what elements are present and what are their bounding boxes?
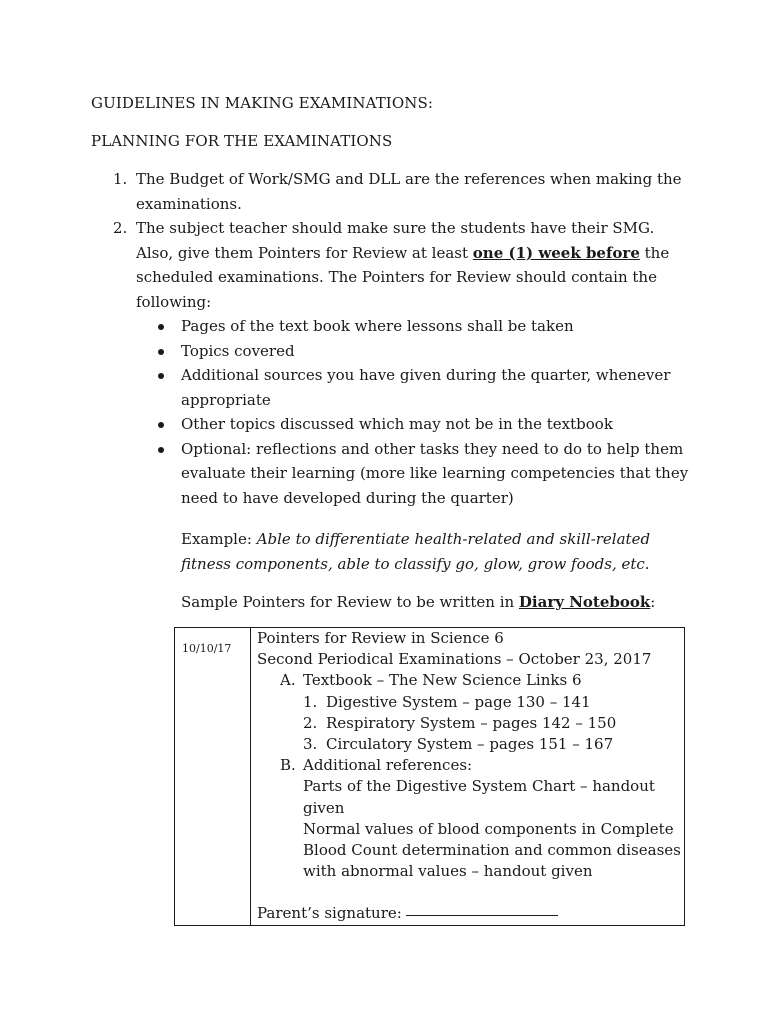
bullet-item	[158, 314, 693, 339]
section-a-heading	[280, 670, 684, 691]
sample-intro	[181, 590, 661, 614]
bullet-icon	[158, 349, 164, 355]
item-number: 2.	[113, 219, 128, 237]
text-line: Parts of the Digestive System Chart – handout	[303, 777, 655, 796]
bullet-icon	[158, 447, 164, 453]
signature-line	[406, 915, 558, 916]
bullet-text: Pages of the text book where lessons shall be taken	[181, 317, 574, 335]
bullet-icon	[158, 422, 164, 428]
bullet-icon	[158, 324, 164, 330]
bullet-item	[158, 339, 693, 364]
item-text-before: The subject teacher should make sure the students have their SMG. Also, give them Pointers for Review at least	[136, 219, 655, 262]
list-item	[113, 216, 693, 510]
item-mark: 1.	[303, 692, 318, 711]
pointers-title: Pointers for Review in Science 6	[257, 629, 504, 647]
item-text-after: the scheduled examinations. The Pointers for Review should contain the following:	[136, 243, 670, 311]
content-cell	[251, 628, 685, 926]
document-title: GUIDELINES IN MAKING EXAMINATIONS:	[91, 94, 433, 112]
example-end: .	[644, 554, 650, 573]
pointers-table	[174, 627, 685, 926]
signature-label: Parent’s signature:	[257, 904, 402, 923]
item-text: Respiratory System – pages 142 – 150	[326, 713, 617, 732]
section-b-label: Additional references:	[303, 756, 473, 775]
bullet-item	[158, 412, 693, 437]
guidelines-list	[113, 167, 693, 510]
text-line: given	[303, 798, 345, 817]
emphasis-text: one (1) week before	[472, 243, 640, 262]
item-text: Digestive System – page 130 – 141	[326, 692, 591, 711]
text-line: Normal values of blood components in Complete	[303, 819, 674, 838]
section-a	[257, 670, 684, 882]
bullet-text: Topics covered	[181, 341, 295, 360]
pointers-contents-list	[158, 314, 693, 510]
item-mark: 2.	[303, 713, 318, 732]
item-text: The Budget of Work/SMG and DLL are the references when making the examinations.	[136, 170, 682, 213]
pointers-subtitle: Second Periodical Examinations – October 23, 2017	[257, 650, 652, 669]
section-a-mark: A.	[280, 671, 296, 690]
list-item	[113, 167, 693, 216]
item-text: Circulatory System – pages 151 – 167	[326, 735, 614, 754]
item-number: 1.	[113, 170, 128, 188]
section-a-label: Textbook – The New Science Links 6	[303, 671, 582, 690]
bullet-item	[158, 437, 693, 511]
bullet-text: Additional sources you have given during the quarter, whenever appropriate	[181, 366, 671, 409]
table-row	[175, 628, 685, 926]
section-b-heading	[280, 755, 684, 776]
text-line: with abnormal values – handout given	[303, 862, 593, 881]
bullet-item	[158, 363, 693, 412]
date-cell: 10/10/17	[175, 628, 251, 926]
list-item	[303, 692, 684, 713]
section-a-items	[303, 692, 684, 756]
sample-end: :	[650, 593, 656, 611]
list-item	[303, 734, 684, 755]
list-item	[303, 713, 684, 734]
section-b-mark: B.	[280, 756, 296, 775]
spacer	[257, 882, 684, 903]
section-heading: PLANNING FOR THE EXAMINATIONS	[91, 132, 393, 150]
example-label: Example:	[181, 530, 257, 548]
sample-text: Sample Pointers for Review to be written in	[181, 593, 519, 611]
signature-row	[257, 903, 684, 924]
bullet-text: Other topics discussed which may not be in the textbook	[181, 415, 613, 433]
example-paragraph	[181, 527, 661, 576]
example-text: Able to differentiate health-related and skill-related fitness components, able to classify go, glow, grow foods, etc	[181, 530, 651, 573]
sample-emphasis: Diary Notebook	[518, 593, 651, 611]
section-b-text	[280, 776, 684, 882]
text-line: Blood Count determination and common diseases	[303, 841, 681, 860]
item-mark: 3.	[303, 735, 318, 754]
bullet-icon	[158, 373, 164, 379]
bullet-text: Optional: reflections and other tasks they need to do to help them evaluate their learning (more like learning competencies that they need to have developed during the quarter)	[181, 439, 689, 507]
